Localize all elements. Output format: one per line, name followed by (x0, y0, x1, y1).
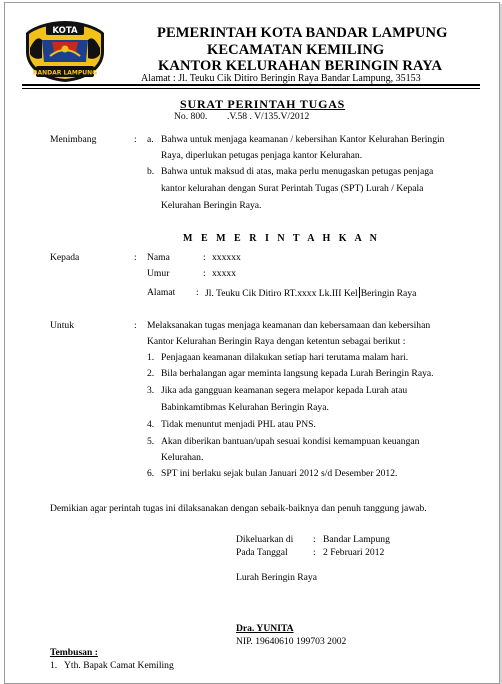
alamat-label: Alamat (147, 287, 176, 298)
document-title: SURAT PERINTAH TUGAS (180, 97, 346, 111)
alamat-value[interactable] (205, 287, 416, 299)
header-office: KANTOR KELURAHAN BERINGIN RAYA (158, 58, 443, 74)
alamat-value-part1: Jl. Teuku Cik Ditiro RT.xxxx Lk.III Kel (205, 288, 358, 299)
memerintahkan-heading: M E M E R I N T A H K A N (183, 233, 380, 244)
header-government: PEMERINTAH KOTA BANDAR LAMPUNG (157, 25, 448, 41)
tembusan-label: Tembusan : (50, 647, 98, 658)
untuk-item-text: Jika ada gangguan keamanan segera melapor kepada Lurah atau (161, 385, 408, 396)
untuk-item-text: SPT ini berlaku sejak bulan Januari 2012 s/d Desember 2012. (161, 468, 398, 479)
logo-bottom-text: BANDAR LAMPUNG (32, 69, 98, 77)
signer-position: Lurah Beringin Raya (236, 572, 317, 583)
nama-colon: : (203, 252, 206, 263)
header-district: KECAMATAN KEMILING (207, 42, 385, 58)
umur-value: xxxxx (212, 268, 236, 279)
document-number-label: No. 800. (174, 111, 208, 122)
kepada-colon: : (134, 252, 137, 263)
logo-top-text: KOTA (52, 26, 78, 36)
untuk-item-num: 6. (147, 468, 155, 479)
untuk-item-text: Tidak menuntut menjadi PHL atau PNS. (161, 419, 316, 430)
issued-at-value: Bandar Lampung (323, 534, 390, 545)
untuk-intro-line2: Kantor Kelurahan Beringin Raya dengan ketentun sebagai berikut : (147, 336, 406, 347)
untuk-intro-line1: Melaksanakan tugas menjaga keamanan dan kebersamaan dan kebersihan (147, 320, 431, 331)
issue-date-value: 2 Februari 2012 (323, 547, 385, 558)
header-address: Alamat : Jl. Teuku Cik Ditiro Beringin Raya Bandar Lampung, 35153 (141, 73, 421, 84)
menimbang-b-marker: b. (147, 166, 155, 177)
menimbang-a-line1: Bahwa untuk menjaga keamanan / kebersihan Kantor Kelurahan Beringin (161, 134, 445, 145)
untuk-item-text-cont: Babinkamtibmas Kelurahan Beringin Raya. (161, 402, 329, 413)
untuk-item-text: Bila berhalangan agar meminta langsung kepada Lurah Beringin Raya. (161, 368, 434, 379)
text-cursor (359, 287, 360, 298)
alamat-value-part2: Beringin Raya (360, 288, 417, 299)
umur-label: Umur (147, 268, 170, 279)
nama-value: xxxxxx (212, 252, 241, 263)
issued-at-label: Dikeluarkan di (236, 534, 294, 545)
menimbang-a-line2: Raya, diperlukan petugas penjaga kantor Kelurahan. (161, 150, 363, 161)
kepada-label: Kepada (50, 252, 80, 263)
header-rule-thick (22, 84, 480, 86)
header-rule-thin (22, 88, 480, 89)
closing-statement: Demikian agar perintah tugas ini dilaksanakan dengan sebaik-baiknya dan penuh tanggung jawab. (50, 503, 427, 514)
untuk-item-text: Akan diberikan bantuan/upah sesuai kondisi kemampuan keuangan (161, 436, 420, 447)
menimbang-label: Menimbang (50, 134, 97, 145)
nama-label: Nama (147, 252, 170, 263)
untuk-colon: : (134, 320, 137, 331)
tembusan-item-num: 1. (50, 660, 58, 671)
untuk-label: Untuk (50, 320, 74, 331)
alamat-colon: : (196, 287, 199, 298)
issued-at-colon: : (313, 534, 316, 545)
issue-date-label: Pada Tanggal (236, 547, 288, 558)
menimbang-colon: : (134, 134, 137, 145)
city-emblem-logo (22, 18, 108, 84)
untuk-item-text: Penjagaan keamanan dilakukan setiap hari terutama malam hari. (161, 352, 409, 363)
signer-name: Dra. YUNITA (236, 623, 294, 634)
document-number-value: .V.58 . V/135.V/2012 (227, 111, 310, 122)
menimbang-a-marker: a. (147, 134, 154, 145)
menimbang-b-line1: Bahwa untuk maksud di atas, maka perlu menugaskan petugas penjaga (161, 166, 434, 177)
untuk-item-num: 3. (147, 385, 155, 396)
untuk-item-num: 1. (147, 352, 155, 363)
tembusan-item-text: Yth. Bapak Camat Kemiling (64, 660, 174, 671)
untuk-item-num: 4. (147, 419, 155, 430)
untuk-item-num: 2. (147, 368, 155, 379)
untuk-item-text-cont: Kelurahan. (161, 452, 204, 463)
menimbang-b-line3: Kelurahan Beringin Raya. (161, 200, 262, 211)
umur-colon: : (203, 268, 206, 279)
untuk-item-num: 5. (147, 436, 155, 447)
issue-date-colon: : (313, 547, 316, 558)
signer-nip: NIP. 19640610 199703 2002 (236, 636, 347, 647)
menimbang-b-line2: kantor kelurahan dengan Surat Perintah Tugas (SPT) Lurah / Kepala (161, 183, 424, 194)
